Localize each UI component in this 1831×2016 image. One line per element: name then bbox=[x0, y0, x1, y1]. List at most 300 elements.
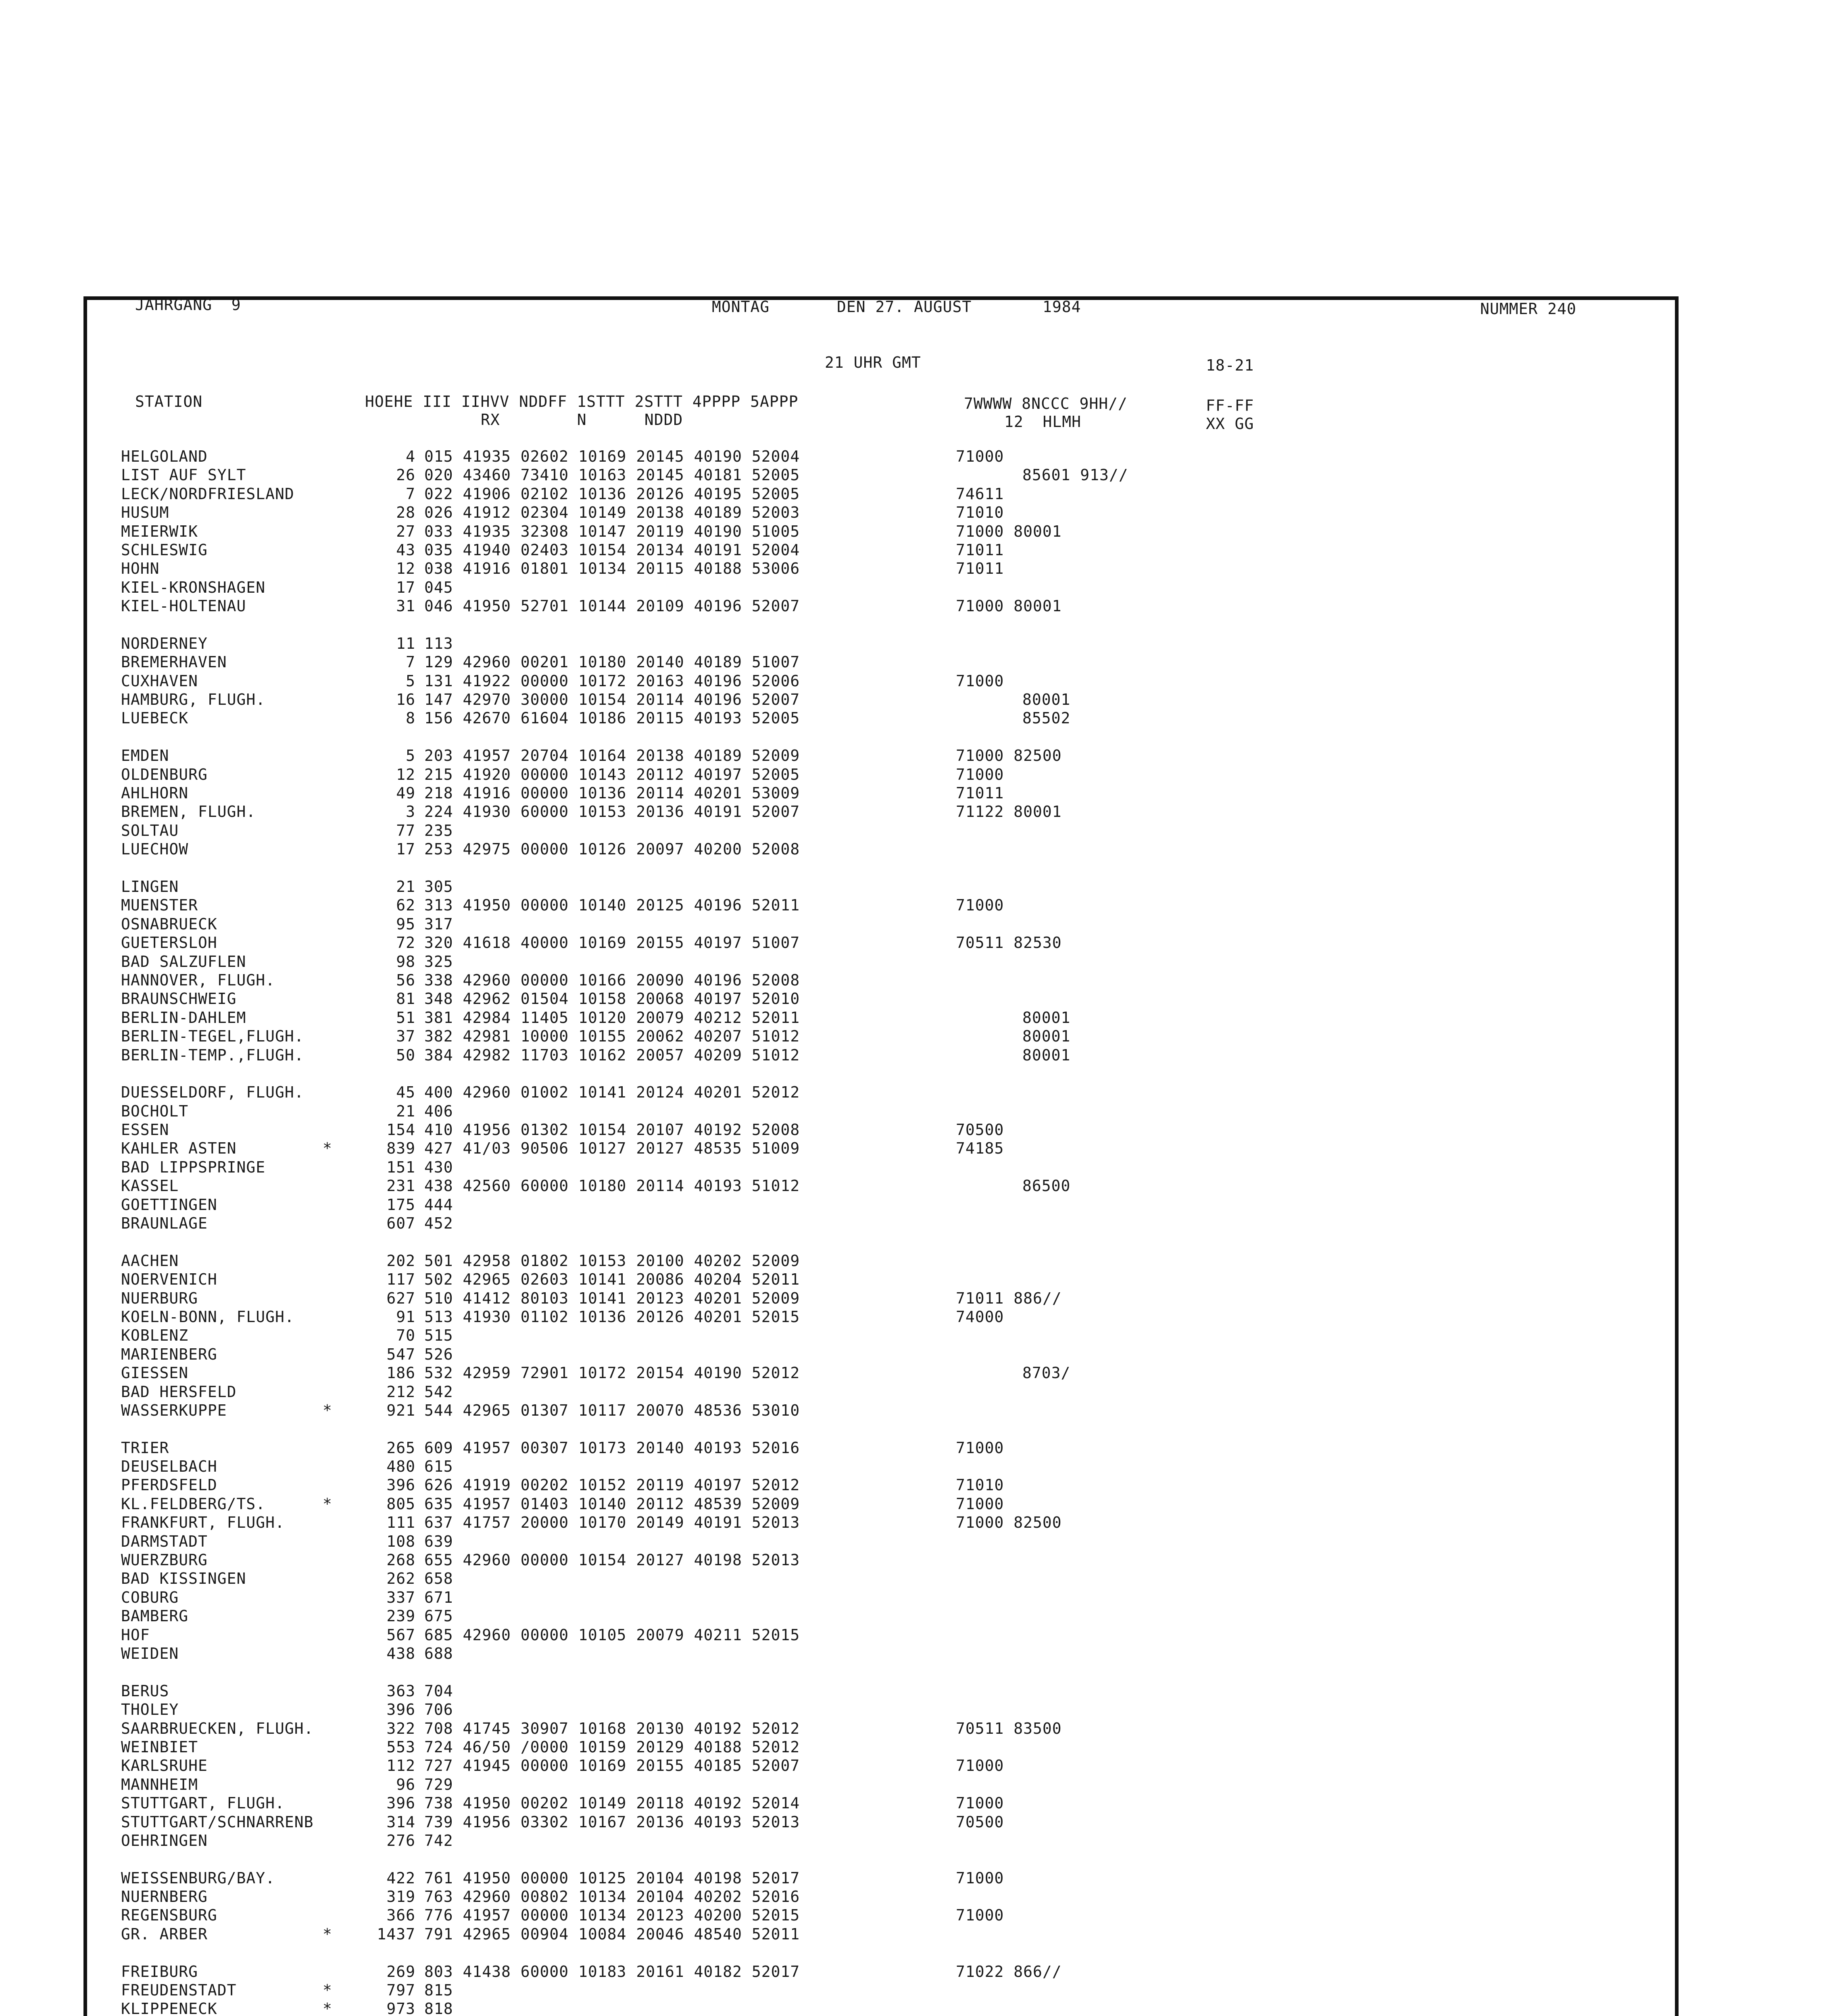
station-name: NORDERNEY bbox=[121, 634, 208, 652]
groups-column-header: 7WWWW 8NCCC 9HH// bbox=[964, 395, 1128, 412]
cloud-groups: 80001 bbox=[1022, 1027, 1071, 1045]
table-row bbox=[121, 597, 1331, 615]
synop-code-groups: 320 41618 40000 10169 20155 40197 51007 bbox=[424, 934, 800, 952]
synop-code-groups: 224 41930 60000 10153 20136 40191 52007 bbox=[424, 803, 800, 821]
station-name: KIEL-HOLTENAU bbox=[121, 597, 246, 615]
table-row bbox=[121, 1925, 1331, 1943]
synop-code-groups: 738 41950 00202 10149 20118 40192 52014 bbox=[424, 1794, 800, 1812]
synop-code-groups: 815 bbox=[424, 1981, 453, 1999]
synop-code-groups: 218 41916 00000 10136 20114 40201 53009 bbox=[424, 784, 800, 802]
table-row bbox=[121, 1607, 1331, 1625]
station-name: KL.FELDBERG/TS. bbox=[121, 1495, 266, 1513]
ff-column-header: FF-FF bbox=[1206, 397, 1254, 414]
station-height: 111 bbox=[386, 1514, 415, 1532]
station-name: GR. ARBER bbox=[121, 1925, 208, 1943]
station-name: KARLSRUHE bbox=[121, 1757, 208, 1775]
station-height: 438 bbox=[386, 1645, 415, 1662]
synop-code-groups: 739 41956 03302 10167 20136 40193 52013 bbox=[424, 1813, 800, 1831]
table-row bbox=[121, 1831, 1331, 1850]
year-label: 1984 bbox=[1043, 298, 1081, 316]
table-row bbox=[121, 896, 1331, 914]
station-height: 797 bbox=[386, 1981, 415, 1999]
synop-code-groups: 639 bbox=[424, 1532, 453, 1550]
synop-code-groups: 724 46/50 /0000 10159 20129 40188 52012 bbox=[424, 1738, 800, 1756]
table-row bbox=[121, 1887, 1331, 1906]
station-height: 480 bbox=[386, 1458, 415, 1476]
station-name: OSNABRUECK bbox=[121, 915, 217, 933]
table-row bbox=[121, 1513, 1331, 1532]
synop-code-groups: 761 41950 00000 10125 20104 40198 52017 bbox=[424, 1869, 800, 1887]
table-row bbox=[121, 1626, 1331, 1644]
table-row bbox=[121, 1439, 1331, 1457]
station-name: OLDENBURG bbox=[121, 765, 208, 783]
station-height: 269 bbox=[386, 1962, 415, 1981]
station-height: 547 bbox=[386, 1345, 415, 1363]
table-row bbox=[121, 915, 1331, 933]
station-height: 95 bbox=[396, 915, 415, 933]
station-name: FRANKFURT, FLUGH. bbox=[121, 1514, 285, 1532]
synop-code-groups: 609 41957 00307 10173 20140 40193 52016 bbox=[424, 1439, 800, 1457]
station-height: 314 bbox=[386, 1813, 415, 1831]
station-height: 112 bbox=[386, 1757, 415, 1775]
station-height: 175 bbox=[386, 1195, 415, 1214]
station-height: 12 bbox=[396, 765, 415, 783]
table-row bbox=[121, 1326, 1331, 1345]
table-row bbox=[121, 1252, 1331, 1270]
station-name: STUTTGART/SCHNARRENB bbox=[121, 1813, 314, 1831]
synop-code-groups: 156 42670 61604 10186 20115 40193 52005 bbox=[424, 709, 800, 727]
synop-code-groups: 338 42960 00000 10166 20090 40196 52008 bbox=[424, 971, 800, 989]
table-row bbox=[121, 1289, 1331, 1308]
station-height: 31 bbox=[396, 597, 415, 615]
station-height: 45 bbox=[396, 1083, 415, 1102]
table-row bbox=[121, 1813, 1331, 1831]
station-name: NUERBURG bbox=[121, 1289, 198, 1307]
station-height: 11 bbox=[396, 634, 415, 652]
station-height: 239 bbox=[386, 1607, 415, 1625]
issue-number: NUMMER 240 bbox=[1480, 300, 1577, 318]
table-row bbox=[121, 784, 1331, 802]
table-row bbox=[121, 989, 1331, 1008]
cloud-groups: 80001 bbox=[1022, 1008, 1071, 1027]
table-row bbox=[121, 1682, 1331, 1700]
station-name: FREIBURG bbox=[121, 1962, 198, 1981]
station-name: BAD LIPPSPRINGE bbox=[121, 1158, 266, 1176]
station-height: 77 bbox=[396, 821, 415, 839]
table-row bbox=[121, 1158, 1331, 1177]
station-name: WEISSENBURG/BAY. bbox=[121, 1869, 275, 1887]
weather-groups: 74000 bbox=[956, 1308, 1004, 1326]
station-name: HELGOLAND bbox=[121, 448, 208, 465]
synop-code-groups: 020 43460 73410 10163 20145 40181 52005 bbox=[424, 466, 800, 484]
station-height: 72 bbox=[396, 934, 415, 952]
weather-groups: 71011 bbox=[956, 541, 1004, 559]
weather-groups: 70500 bbox=[956, 1813, 1004, 1831]
table-row bbox=[121, 709, 1331, 727]
synop-code-groups: 510 41412 80103 10141 20123 40201 52009 bbox=[424, 1289, 800, 1307]
synop-code-groups: 501 42958 01802 10153 20100 40202 52009 bbox=[424, 1252, 800, 1270]
station-name: KAHLER ASTEN bbox=[121, 1139, 237, 1158]
synop-code-groups: 406 bbox=[424, 1102, 453, 1120]
station-height: 396 bbox=[386, 1794, 415, 1812]
station-height: 5 bbox=[406, 747, 415, 765]
station-height: 973 bbox=[386, 2000, 415, 2016]
station-name: COBURG bbox=[121, 1588, 179, 1606]
mountain-station-marker: * bbox=[323, 2000, 332, 2016]
synop-code-groups: 046 41950 52701 10144 20109 40196 52007 bbox=[424, 597, 800, 615]
station-height: 5 bbox=[406, 672, 415, 690]
table-row bbox=[121, 1008, 1331, 1027]
table-row bbox=[121, 1869, 1331, 1887]
station-name: REGENSBURG bbox=[121, 1906, 217, 1924]
synop-code-groups: 513 41930 01102 10136 20126 40201 52015 bbox=[424, 1308, 800, 1326]
synop-code-groups: 742 bbox=[424, 1831, 453, 1849]
code-column-header: HOEHE III IIHVV NDDFF 1STTT 2STTT 4PPPP 5APPP bbox=[365, 393, 799, 410]
station-name: KIEL-KRONSHAGEN bbox=[121, 578, 266, 596]
table-row bbox=[121, 1195, 1331, 1214]
station-height: 805 bbox=[386, 1495, 415, 1513]
weather-groups: 71000 bbox=[956, 1757, 1004, 1775]
table-row bbox=[121, 653, 1331, 671]
station-name: EMDEN bbox=[121, 747, 169, 765]
station-name: NUERNBERG bbox=[121, 1888, 208, 1906]
table-row bbox=[121, 1457, 1331, 1476]
observation-time: 21 UHR GMT bbox=[825, 354, 921, 371]
table-row bbox=[121, 1308, 1331, 1326]
mountain-station-marker: * bbox=[323, 1495, 332, 1513]
table-row bbox=[121, 971, 1331, 989]
station-name: BREMEN, FLUGH. bbox=[121, 803, 256, 821]
table-row bbox=[121, 1177, 1331, 1195]
station-name: HOHN bbox=[121, 560, 160, 578]
station-name: WASSERKUPPE bbox=[121, 1401, 227, 1419]
table-row bbox=[121, 1083, 1331, 1102]
table-row bbox=[121, 1569, 1331, 1588]
station-name: ESSEN bbox=[121, 1121, 169, 1139]
table-row bbox=[121, 765, 1331, 784]
station-height: 96 bbox=[396, 1775, 415, 1793]
table-row bbox=[121, 1046, 1331, 1064]
synop-code-groups: 384 42982 11703 10162 20057 40209 51012 bbox=[424, 1046, 800, 1064]
synop-code-groups: 215 41920 00000 10143 20112 40197 52005 bbox=[424, 765, 800, 783]
station-name: TRIER bbox=[121, 1439, 169, 1457]
volume-label: JAHRGANG 9 bbox=[135, 296, 241, 314]
synop-code-groups: 427 41/03 90506 10127 20127 48535 51009 bbox=[424, 1139, 800, 1158]
station-height: 396 bbox=[386, 1476, 415, 1494]
table-row bbox=[121, 1476, 1331, 1494]
table-row bbox=[121, 952, 1331, 971]
weather-groups: 71011 bbox=[956, 784, 1004, 802]
station-height: 212 bbox=[386, 1383, 415, 1401]
weather-groups: 71000 bbox=[956, 672, 1004, 690]
station-height: 154 bbox=[386, 1121, 415, 1139]
synop-code-groups: 035 41940 02403 10154 20134 40191 52004 bbox=[424, 541, 800, 559]
table-row bbox=[121, 1139, 1331, 1158]
weather-groups: 71122 80001 bbox=[956, 803, 1062, 821]
station-height: 98 bbox=[396, 952, 415, 971]
synop-code-groups: 803 41438 60000 10183 20161 40182 52017 bbox=[424, 1962, 800, 1981]
station-height: 17 bbox=[396, 578, 415, 596]
station-name: AACHEN bbox=[121, 1252, 179, 1270]
station-name: BREMERHAVEN bbox=[121, 653, 227, 671]
synop-code-groups: 015 41935 02602 10169 20145 40190 52004 bbox=[424, 448, 800, 465]
station-table bbox=[121, 447, 1331, 2016]
station-name: KASSEL bbox=[121, 1177, 179, 1195]
weather-groups: 71000 82500 bbox=[956, 747, 1062, 765]
station-height: 422 bbox=[386, 1869, 415, 1887]
table-row bbox=[121, 1999, 1331, 2016]
station-height: 56 bbox=[396, 971, 415, 989]
synop-code-groups: 637 41757 20000 10170 20149 40191 52013 bbox=[424, 1514, 800, 1532]
weather-groups: 71000 80001 bbox=[956, 597, 1062, 615]
synop-code-groups: 452 bbox=[424, 1214, 453, 1233]
weather-groups: 71000 82500 bbox=[956, 1514, 1062, 1532]
station-name: NOERVENICH bbox=[121, 1270, 217, 1289]
cloud-groups: 80001 bbox=[1022, 691, 1071, 709]
synop-code-groups: 253 42975 00000 10126 20097 40200 52008 bbox=[424, 840, 800, 858]
station-height: 62 bbox=[396, 896, 415, 914]
synop-code-groups: 305 bbox=[424, 877, 453, 896]
weather-groups: 71000 80001 bbox=[956, 522, 1062, 540]
weather-groups: 71000 bbox=[956, 1869, 1004, 1887]
table-row bbox=[121, 1027, 1331, 1045]
station-name: THOLEY bbox=[121, 1701, 179, 1719]
synop-code-groups: 688 bbox=[424, 1645, 453, 1662]
station-height: 17 bbox=[396, 840, 415, 858]
station-name: HUSUM bbox=[121, 504, 169, 522]
synop-code-groups: 706 bbox=[424, 1701, 453, 1719]
station-height: 8 bbox=[406, 709, 415, 727]
station-height: 21 bbox=[396, 877, 415, 896]
station-name: LINGEN bbox=[121, 877, 179, 896]
station-height: 607 bbox=[386, 1214, 415, 1233]
station-name: HANNOVER, FLUGH. bbox=[121, 971, 275, 989]
station-name: BAMBERG bbox=[121, 1607, 189, 1625]
table-row bbox=[121, 1495, 1331, 1513]
synop-code-groups: 033 41935 32308 10147 20119 40190 51005 bbox=[424, 522, 800, 540]
synop-code-groups: 235 bbox=[424, 821, 453, 839]
station-name: SAARBRUECKEN, FLUGH. bbox=[121, 1719, 314, 1737]
station-name: KOBLENZ bbox=[121, 1327, 189, 1345]
weather-groups: 71000 bbox=[956, 1439, 1004, 1457]
station-height: 231 bbox=[386, 1177, 415, 1195]
station-height: 7 bbox=[406, 485, 415, 503]
station-height: 265 bbox=[386, 1439, 415, 1457]
cloud-groups: 86500 bbox=[1022, 1177, 1071, 1195]
station-name: DEUSELBACH bbox=[121, 1458, 217, 1476]
station-height: 26 bbox=[396, 466, 415, 484]
station-name: AHLHORN bbox=[121, 784, 189, 802]
table-row bbox=[121, 541, 1331, 559]
table-row bbox=[121, 503, 1331, 522]
station-height: 3 bbox=[406, 803, 415, 821]
station-name: STUTTGART, FLUGH. bbox=[121, 1794, 285, 1812]
station-height: 1437 bbox=[377, 1925, 415, 1943]
weather-groups: 71000 bbox=[956, 1495, 1004, 1513]
table-row bbox=[121, 690, 1331, 709]
station-name: BERUS bbox=[121, 1682, 169, 1700]
synop-code-groups: 502 42965 02603 10141 20086 40204 52011 bbox=[424, 1270, 800, 1289]
synop-code-groups: 727 41945 00000 10169 20155 40185 52007 bbox=[424, 1757, 800, 1775]
weather-groups: 71010 bbox=[956, 504, 1004, 522]
synop-code-groups: 615 bbox=[424, 1458, 453, 1476]
cloud-groups: 85601 913// bbox=[1022, 466, 1128, 484]
station-name: PFERDSFELD bbox=[121, 1476, 217, 1494]
table-row bbox=[121, 1214, 1331, 1233]
synop-code-groups: 791 42965 00904 10084 20046 48540 52011 bbox=[424, 1925, 800, 1943]
table-row bbox=[121, 485, 1331, 503]
table-row bbox=[121, 1532, 1331, 1551]
synop-code-groups: 655 42960 00000 10154 20127 40198 52013 bbox=[424, 1551, 800, 1569]
mountain-station-marker: * bbox=[323, 1981, 332, 1999]
period-range: 18-21 bbox=[1206, 356, 1254, 374]
station-height: 4 bbox=[406, 448, 415, 465]
station-height: 322 bbox=[386, 1719, 415, 1737]
station-height: 43 bbox=[396, 541, 415, 559]
station-height: 21 bbox=[396, 1102, 415, 1120]
station-name: BAD SALZUFLEN bbox=[121, 952, 246, 971]
table-row bbox=[121, 578, 1331, 597]
table-row bbox=[121, 447, 1331, 466]
station-height: 70 bbox=[396, 1327, 415, 1345]
synop-code-groups: 147 42970 30000 10154 20114 40196 52007 bbox=[424, 691, 800, 709]
table-row bbox=[121, 802, 1331, 821]
station-height: 81 bbox=[396, 990, 415, 1008]
station-name: BOCHOLT bbox=[121, 1102, 189, 1120]
weather-groups: 71000 bbox=[956, 896, 1004, 914]
cloud-groups: 85502 bbox=[1022, 709, 1071, 727]
station-height: 921 bbox=[386, 1401, 415, 1419]
station-name: MUENSTER bbox=[121, 896, 198, 914]
synop-code-groups: 348 42962 01504 10158 20068 40197 52010 bbox=[424, 990, 800, 1008]
table-row bbox=[121, 1719, 1331, 1738]
synop-code-groups: 129 42960 00201 10180 20140 40189 51007 bbox=[424, 653, 800, 671]
station-height: 627 bbox=[386, 1289, 415, 1307]
station-height: 91 bbox=[396, 1308, 415, 1326]
table-row bbox=[121, 466, 1331, 484]
station-name: GIESSEN bbox=[121, 1364, 189, 1382]
ff-column-subheader: XX GG bbox=[1206, 415, 1254, 433]
synop-code-groups: 671 bbox=[424, 1588, 453, 1606]
synop-code-groups: 685 42960 00000 10105 20079 40211 52015 bbox=[424, 1626, 800, 1644]
synop-code-groups: 022 41906 02102 10136 20126 40195 52005 bbox=[424, 485, 800, 503]
station-name: GOETTINGEN bbox=[121, 1195, 217, 1214]
weather-groups: 71000 bbox=[956, 1906, 1004, 1924]
station-name: WEINBIET bbox=[121, 1738, 198, 1756]
mountain-station-marker: * bbox=[323, 1925, 332, 1943]
weather-groups: 74611 bbox=[956, 485, 1004, 503]
table-row bbox=[121, 1962, 1331, 1981]
date-label: DEN 27. AUGUST bbox=[837, 298, 972, 316]
synop-code-groups: 635 41957 01403 10140 20112 48539 52009 bbox=[424, 1495, 800, 1513]
weather-groups: 74185 bbox=[956, 1139, 1004, 1158]
station-height: 16 bbox=[396, 691, 415, 709]
synop-code-groups: 400 42960 01002 10141 20124 40201 52012 bbox=[424, 1083, 800, 1102]
table-row bbox=[121, 1981, 1331, 1999]
table-row bbox=[121, 522, 1331, 541]
synop-code-groups: 704 bbox=[424, 1682, 453, 1700]
synop-code-groups: 038 41916 01801 10134 20115 40188 53006 bbox=[424, 560, 800, 578]
weather-groups: 71000 bbox=[956, 1794, 1004, 1812]
table-row bbox=[121, 1364, 1331, 1382]
synop-code-groups: 729 bbox=[424, 1775, 453, 1793]
table-row bbox=[121, 1906, 1331, 1924]
station-name: DUESSELDORF, FLUGH. bbox=[121, 1083, 304, 1102]
station-height: 276 bbox=[386, 1831, 415, 1849]
station-height: 202 bbox=[386, 1252, 415, 1270]
weather-groups: 71022 866// bbox=[956, 1962, 1062, 1981]
synop-code-groups: 515 bbox=[424, 1327, 453, 1345]
synop-code-groups: 444 bbox=[424, 1195, 453, 1214]
station-height: 268 bbox=[386, 1551, 415, 1569]
station-height: 49 bbox=[396, 784, 415, 802]
station-height: 37 bbox=[396, 1027, 415, 1045]
table-row bbox=[121, 1700, 1331, 1719]
synop-code-groups: 675 bbox=[424, 1607, 453, 1625]
station-height: 337 bbox=[386, 1588, 415, 1606]
table-row bbox=[121, 1738, 1331, 1756]
synop-code-groups: 317 bbox=[424, 915, 453, 933]
station-name: BAD KISSINGEN bbox=[121, 1570, 246, 1588]
station-name: WEIDEN bbox=[121, 1645, 179, 1662]
code-column-subheader: RX N NDDD bbox=[481, 411, 683, 429]
table-row bbox=[121, 559, 1331, 578]
table-row bbox=[121, 1551, 1331, 1569]
station-height: 7 bbox=[406, 653, 415, 671]
table-row bbox=[121, 1120, 1331, 1139]
station-name: HAMBURG, FLUGH. bbox=[121, 691, 266, 709]
table-row bbox=[121, 1588, 1331, 1607]
weather-groups: 71000 bbox=[956, 448, 1004, 465]
station-name: LUECHOW bbox=[121, 840, 189, 858]
synop-code-groups: 544 42965 01307 10117 20070 48536 53010 bbox=[424, 1401, 800, 1419]
station-name: MANNHEIM bbox=[121, 1775, 198, 1793]
table-row bbox=[121, 1794, 1331, 1812]
groups-column-subheader: 12 HLMH bbox=[1004, 413, 1082, 431]
station-name: MARIENBERG bbox=[121, 1345, 217, 1363]
synop-code-groups: 410 41956 01302 10154 20107 40192 52008 bbox=[424, 1121, 800, 1139]
station-name: MEIERWIK bbox=[121, 522, 198, 540]
table-row bbox=[121, 1401, 1331, 1420]
synop-code-groups: 532 42959 72901 10172 20154 40190 52012 bbox=[424, 1364, 800, 1382]
station-height: 262 bbox=[386, 1570, 415, 1588]
synop-code-groups: 658 bbox=[424, 1570, 453, 1588]
weather-groups: 70511 82530 bbox=[956, 934, 1062, 952]
station-height: 27 bbox=[396, 522, 415, 540]
station-name: GUETERSLOH bbox=[121, 934, 217, 952]
station-name: SCHLESWIG bbox=[121, 541, 208, 559]
table-row bbox=[121, 821, 1331, 840]
station-height: 553 bbox=[386, 1738, 415, 1756]
table-row bbox=[121, 1102, 1331, 1120]
station-name: BERLIN-TEGEL,FLUGH. bbox=[121, 1027, 304, 1045]
table-row bbox=[121, 1345, 1331, 1364]
synop-code-groups: 438 42560 60000 10180 20114 40193 51012 bbox=[424, 1177, 800, 1195]
synop-code-groups: 381 42984 11405 10120 20079 40212 52011 bbox=[424, 1008, 800, 1027]
mountain-station-marker: * bbox=[323, 1139, 332, 1158]
station-name: KLIPPENECK bbox=[121, 2000, 217, 2016]
station-name: BRAUNSCHWEIG bbox=[121, 990, 237, 1008]
station-height: 567 bbox=[386, 1626, 415, 1644]
synop-code-groups: 818 bbox=[424, 2000, 453, 2016]
station-height: 50 bbox=[396, 1046, 415, 1064]
synop-code-groups: 026 41912 02304 10149 20138 40189 52003 bbox=[424, 504, 800, 522]
synop-code-groups: 131 41922 00000 10172 20163 40196 52006 bbox=[424, 672, 800, 690]
station-name: BERLIN-TEMP.,FLUGH. bbox=[121, 1046, 304, 1064]
table-row bbox=[121, 634, 1331, 653]
station-height: 51 bbox=[396, 1008, 415, 1027]
station-height: 151 bbox=[386, 1158, 415, 1176]
